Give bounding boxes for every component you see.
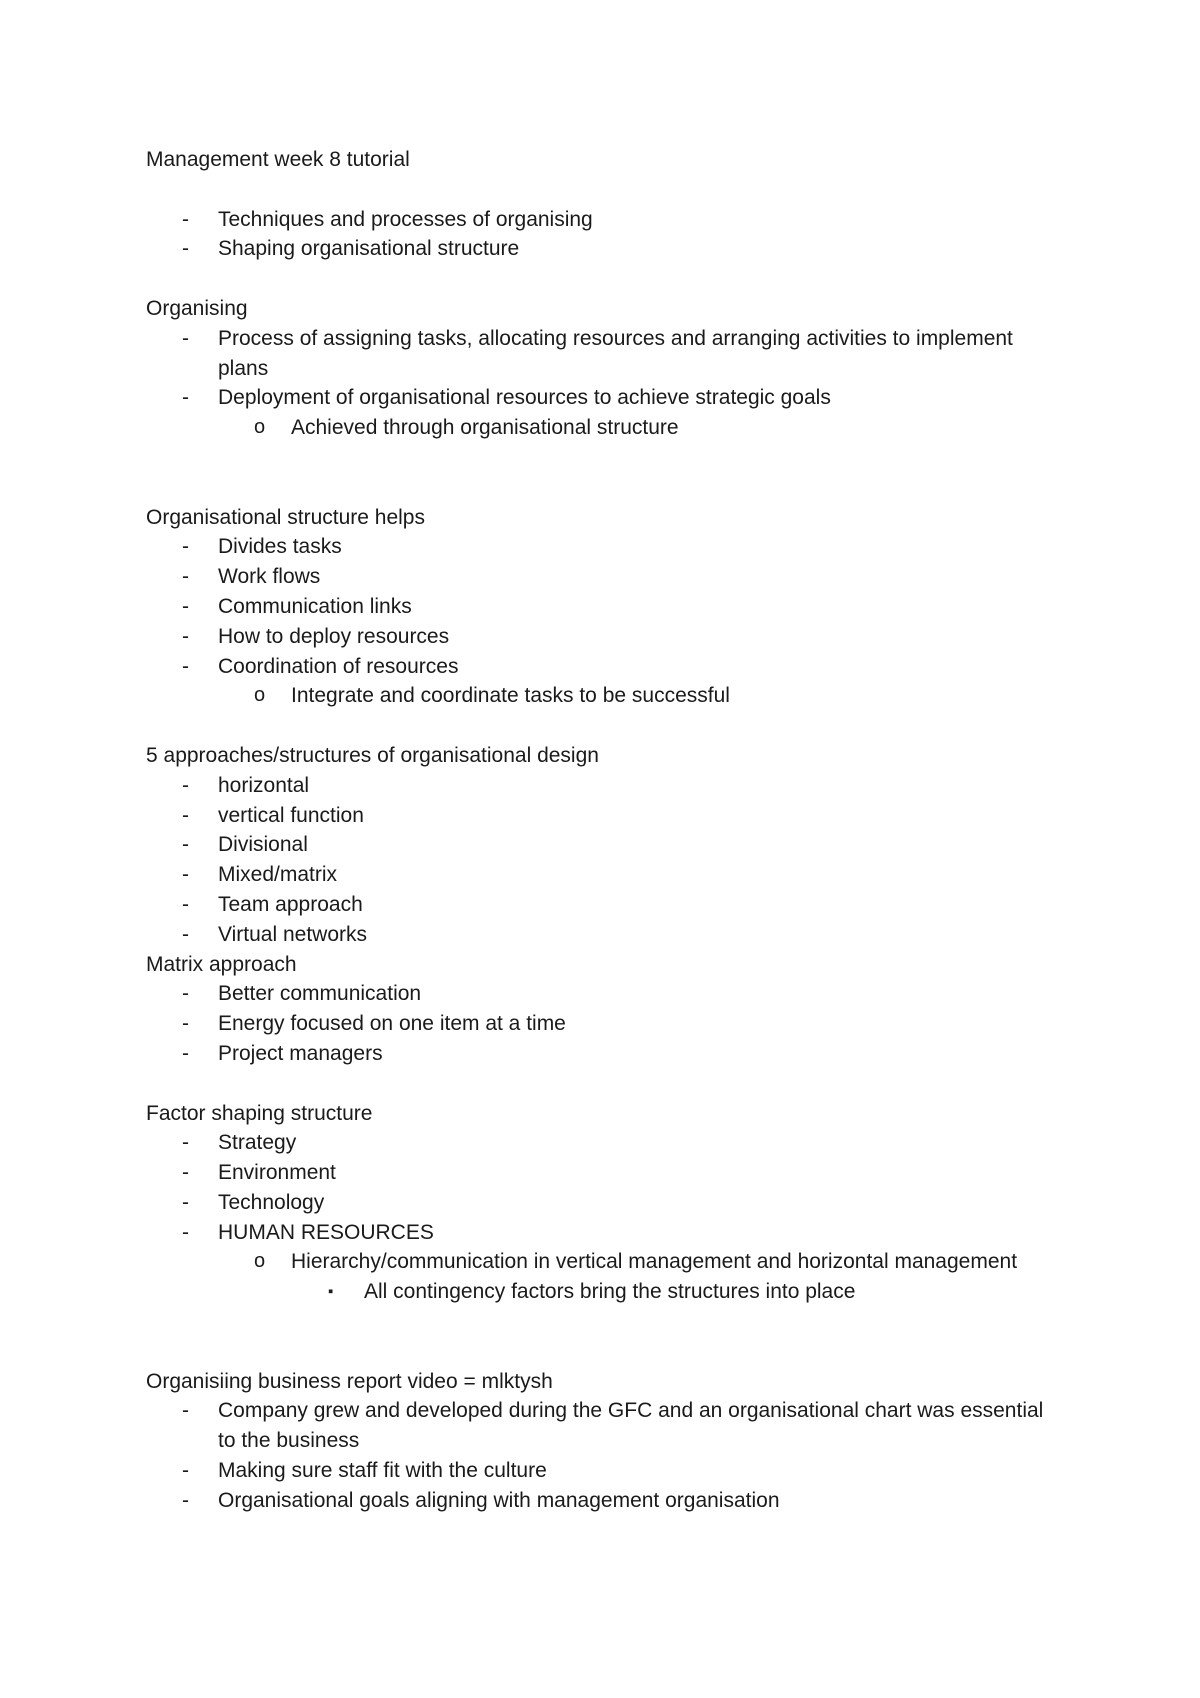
list-item: - Communication links <box>146 592 1066 622</box>
list-item: - Environment <box>146 1158 1066 1188</box>
section-heading: Organisational structure helps <box>146 505 425 529</box>
dash-bullet: - <box>182 1041 189 1065</box>
dash-bullet: - <box>182 207 189 231</box>
document-body <box>146 145 1066 1516</box>
section-heading: Organisiing business report video = mlktysh <box>146 1369 553 1393</box>
list-item: - vertical function <box>146 801 1066 831</box>
list-item: - Shaping organisational structure <box>146 234 1066 264</box>
dash-bullet: - <box>182 1190 189 1214</box>
list-item: - HUMAN RESOURCES <box>146 1218 1066 1248</box>
dash-bullet: - <box>182 624 189 648</box>
list-item: - Company grew and developed during the GFC and an organisational chart was essential to the business <box>146 1396 1066 1456</box>
dash-bullet: - <box>182 1012 189 1036</box>
dash-bullet: - <box>182 654 189 678</box>
circle-bullet: o <box>254 1250 266 1273</box>
list-item: - horizontal <box>146 771 1066 801</box>
list-item: - Work flows <box>146 562 1066 592</box>
list-item: - Energy focused on one item at a time <box>146 1009 1066 1039</box>
list-item: - Strategy <box>146 1128 1066 1158</box>
dash-bullet: - <box>182 982 189 1006</box>
dash-bullet: - <box>182 892 189 916</box>
section-heading: Organising <box>146 296 248 320</box>
section-heading: 5 approaches/structures of organisational design <box>146 743 599 767</box>
sub-list-item: o Achieved through organisational structure <box>146 413 1066 443</box>
dash-bullet: - <box>182 773 189 797</box>
dash-bullet: - <box>182 1161 189 1185</box>
sub-list-item: o Integrate and coordinate tasks to be successful <box>146 681 1066 711</box>
list-item: - Deployment of organisational resources to achieve strategic goals <box>146 383 1066 413</box>
list-item: - Organisational goals aligning with management organisation <box>146 1486 1066 1516</box>
section-heading: Matrix approach <box>146 952 297 976</box>
section-heading: Factor shaping structure <box>146 1101 373 1125</box>
circle-bullet: o <box>254 684 266 707</box>
dash-bullet: - <box>182 863 189 887</box>
list-item: - Virtual networks <box>146 920 1066 950</box>
dash-bullet: - <box>182 1131 189 1155</box>
sub-sub-list-item: ▪ All contingency factors bring the structures into place <box>146 1277 1066 1307</box>
dash-bullet: - <box>182 1399 189 1423</box>
list-item: - Process of assigning tasks, allocating resources and arranging activities to implement plans <box>146 324 1066 384</box>
circle-bullet: o <box>254 416 266 439</box>
list-item: - Technology <box>146 1188 1066 1218</box>
sub-list-item: o Hierarchy/communication in vertical management and horizontal management <box>146 1247 1066 1277</box>
dash-bullet: - <box>182 1488 189 1512</box>
list-item: - Coordination of resources <box>146 652 1066 682</box>
dash-bullet: - <box>182 803 189 827</box>
dash-bullet: - <box>182 535 189 559</box>
dash-bullet: - <box>182 1220 189 1244</box>
dash-bullet: - <box>182 565 189 589</box>
dash-bullet: - <box>182 326 189 350</box>
dash-bullet: - <box>182 237 189 261</box>
dash-bullet: - <box>182 594 189 618</box>
list-item: - Mixed/matrix <box>146 860 1066 890</box>
list-item: - Team approach <box>146 890 1066 920</box>
square-bullet: ▪ <box>328 1283 334 1301</box>
list-item: - Divides tasks <box>146 532 1066 562</box>
dash-bullet: - <box>182 833 189 857</box>
list-item: - How to deploy resources <box>146 622 1066 652</box>
dash-bullet: - <box>182 922 189 946</box>
dash-bullet: - <box>182 1459 189 1483</box>
list-item: - Project managers <box>146 1039 1066 1069</box>
list-item: - Better communication <box>146 979 1066 1009</box>
list-item: - Making sure staff fit with the culture <box>146 1456 1066 1486</box>
list-item: - Techniques and processes of organising <box>146 205 1066 235</box>
list-item: - Divisional <box>146 830 1066 860</box>
document-title: Management week 8 tutorial <box>146 148 410 171</box>
dash-bullet: - <box>182 386 189 410</box>
